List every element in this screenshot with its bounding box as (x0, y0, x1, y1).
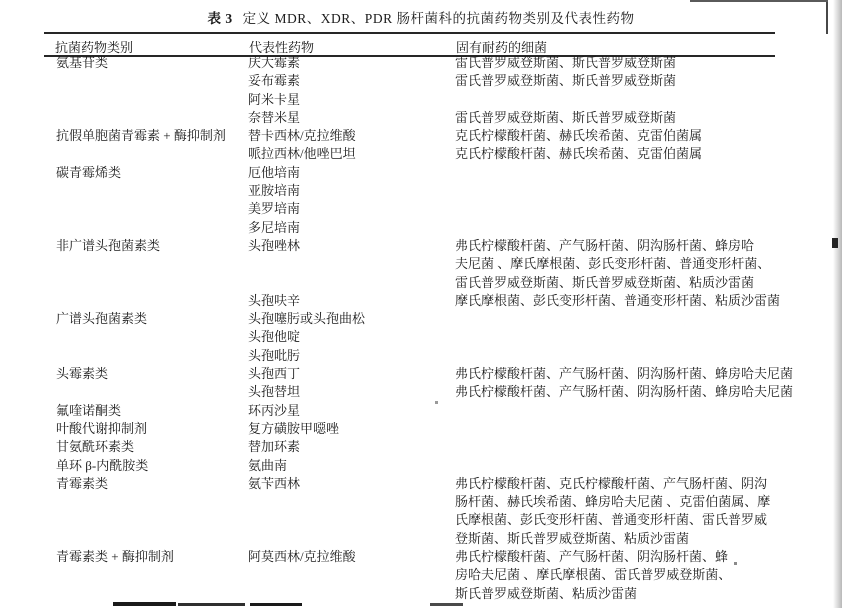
category-cell (56, 200, 248, 218)
bacteria-line: 摩氏摩根菌、彭氏变形杆菌、普通变形杆菌、粘质沙雷菌 (455, 292, 781, 308)
scan-artifact-vertical-line (826, 0, 828, 34)
bacteria-cell (455, 145, 805, 163)
bacteria-line: 弗氏柠檬酸杆菌、克氏柠檬酸杆菌、产气肠杆菌、阴沟 (455, 475, 768, 491)
bacteria-line: 弗氏柠檬酸杆菌、产气肠杆菌、阴沟肠杆菌、蜂房哈夫尼菌 (455, 384, 794, 400)
antibiotic-class-row (56, 420, 836, 438)
scan-artifact-cutoff-bar (430, 603, 463, 606)
scan-edge-shadow (833, 0, 842, 608)
antibiotic-class-row (56, 457, 836, 475)
bacteria-line: 雷氏普罗威登斯菌、斯氏普罗威登斯菌、粘质沙雷菌 (455, 274, 755, 290)
drug-name-cell: 环丙沙星 (248, 402, 301, 418)
category-cell: 氨基苷类 (56, 55, 109, 70)
antibiotic-class-row (56, 438, 836, 456)
drug-row (56, 548, 836, 603)
table-body (56, 54, 836, 603)
drug-name-cell: 奈替米星 (248, 109, 301, 125)
table-title (0, 7, 842, 27)
scan-artifact-top-line (690, 0, 828, 2)
bacteria-line: 斯氏普罗威登斯菌、粘质沙雷菌 (455, 585, 638, 601)
category-cell (56, 145, 248, 163)
bacteria-cell (455, 548, 805, 603)
table-number-label: 表 3 (207, 11, 233, 26)
scan-speck (734, 562, 737, 565)
bacteria-line: 肠杆菌、赫氏埃希菌、蜂房哈夫尼菌 、克雷伯菌属、摩 (455, 494, 771, 510)
drug-row (56, 402, 836, 420)
drug-name-cell: 替加环素 (248, 439, 301, 455)
drug-name-cell: 美罗培南 (248, 201, 301, 217)
bacteria-line: 雷氏普罗威登斯菌、斯氏普罗威登斯菌 (455, 109, 677, 125)
category-cell (56, 219, 248, 237)
bacteria-cell (455, 237, 805, 292)
category-cell: 氟喹诺酮类 (56, 402, 122, 418)
bacteria-line: 雷氏普罗威登斯菌、斯氏普罗威登斯菌 (455, 73, 677, 89)
category-cell: 叶酸代谢抑制剂 (56, 420, 148, 436)
category-cell (56, 72, 248, 90)
drug-name-cell: 厄他培南 (248, 164, 301, 180)
category-cell (56, 383, 248, 401)
category-cell: 青霉素类 (56, 475, 109, 491)
bacteria-cell (455, 54, 805, 72)
antibiotic-class-row (56, 164, 836, 237)
bacteria-cell (455, 109, 805, 127)
bacteria-line: 氏摩根菌、彭氏变形杆菌、普通变形杆菌、雷氏普罗威 (455, 512, 768, 528)
category-cell: 单环 β-内酰胺类 (56, 457, 149, 473)
drug-row (56, 219, 836, 237)
antibiotic-class-row (56, 237, 836, 310)
category-cell (56, 182, 248, 200)
drug-name-cell: 复方磺胺甲噁唑 (248, 420, 340, 436)
category-cell (56, 91, 248, 109)
drug-name-cell: 头孢吡肟 (248, 347, 301, 363)
antibiotic-class-row (56, 365, 836, 402)
drug-name-cell: 哌拉西林/他唑巴坦 (248, 146, 356, 162)
drug-row (56, 164, 836, 182)
drug-row (56, 383, 836, 401)
category-cell: 非广谱头孢菌素类 (56, 237, 161, 253)
bacteria-line: 克氏柠檬酸杆菌、赫氏埃希菌、克雷伯菌属 (455, 128, 703, 144)
scan-speck (435, 401, 438, 404)
bacteria-line: 弗氏柠檬酸杆菌、产气肠杆菌、阴沟肠杆菌、蜂房哈 (455, 237, 755, 253)
drug-row (56, 54, 836, 72)
drug-name-cell: 头孢呋辛 (248, 292, 301, 308)
drug-row (56, 237, 836, 292)
drug-name-cell: 多尼培南 (248, 219, 301, 235)
drug-name-cell: 亚胺培南 (248, 183, 301, 199)
bacteria-cell (455, 475, 805, 548)
category-cell (56, 109, 248, 127)
scan-artifact-cutoff-bar (113, 602, 176, 606)
bacteria-line: 登斯菌、斯氏普罗威登斯菌、粘质沙雷菌 (455, 530, 690, 546)
drug-name-cell: 阿莫西林/克拉维酸 (248, 549, 356, 565)
drug-name-cell: 头孢他啶 (248, 329, 301, 345)
drug-row (56, 145, 836, 163)
category-cell (56, 328, 248, 346)
antibiotic-class-row (56, 127, 836, 164)
drug-name-cell: 头孢噻肟或头孢曲松 (248, 311, 366, 327)
drug-row (56, 420, 836, 438)
scan-artifact-tick (832, 238, 838, 248)
category-cell (56, 347, 248, 365)
antibiotic-class-row (56, 475, 836, 548)
drug-name-cell: 庆大霉素 (248, 55, 301, 70)
drug-name-cell: 头孢唑林 (248, 237, 301, 253)
category-cell: 抗假单胞菌青霉素 + 酶抑制剂 (56, 128, 226, 144)
drug-row (56, 182, 836, 200)
drug-name-cell: 氨曲南 (248, 457, 288, 473)
bacteria-line: 弗氏柠檬酸杆菌、产气肠杆菌、阴沟肠杆菌、蜂 (455, 549, 729, 565)
drug-name-cell: 头孢西丁 (248, 366, 301, 382)
bacteria-cell (455, 365, 805, 383)
drug-row (56, 200, 836, 218)
drug-name-cell: 替卡西林/克拉维酸 (248, 128, 356, 144)
column-header-category: 抗菌药物类别 (55, 40, 134, 55)
drug-name-cell: 头孢替坦 (248, 384, 301, 400)
drug-row (56, 328, 836, 346)
drug-row (56, 365, 836, 383)
bacteria-line: 雷氏普罗威登斯菌、斯氏普罗威登斯菌 (455, 55, 677, 70)
bacteria-cell (455, 127, 805, 145)
bacteria-cell (455, 292, 805, 310)
drug-row (56, 109, 836, 127)
antibiotic-class-row (56, 548, 836, 603)
column-header-bacteria: 固有耐药的细菌 (456, 40, 548, 55)
drug-row (56, 457, 836, 475)
antibiotic-class-row (56, 402, 836, 420)
bacteria-cell (455, 383, 805, 401)
drug-row (56, 310, 836, 328)
category-cell: 甘氨酰环素类 (56, 439, 135, 455)
drug-row (56, 475, 836, 548)
drug-row (56, 127, 836, 145)
category-cell: 碳青霉烯类 (56, 164, 122, 180)
bacteria-line: 房哈夫尼菌 、摩氏摩根菌、雷氏普罗威登斯菌、 (455, 567, 732, 583)
antibiotic-class-row (56, 310, 836, 365)
drug-name-cell: 氨苄西林 (248, 475, 301, 491)
antibiotic-class-row (56, 54, 836, 127)
bacteria-cell (455, 72, 805, 90)
column-header-drug: 代表性药物 (249, 40, 315, 55)
drug-row (56, 91, 836, 109)
drug-row (56, 347, 836, 365)
category-cell (56, 292, 248, 310)
table-title-text: 定义 MDR、XDR、PDR 肠杆菌科的抗菌药物类别及代表性药物 (242, 11, 635, 26)
drug-row (56, 292, 836, 310)
scan-artifact-cutoff-bar (250, 603, 302, 606)
category-cell: 广谱头孢菌素类 (56, 311, 148, 327)
scan-artifact-cutoff-bar (178, 603, 245, 606)
drug-row (56, 72, 836, 90)
drug-row (56, 438, 836, 456)
bacteria-line: 克氏柠檬酸杆菌、赫氏埃希菌、克雷伯菌属 (455, 146, 703, 162)
table-top-rule (44, 32, 775, 34)
category-cell: 头霉素类 (56, 366, 109, 382)
drug-name-cell: 阿米卡星 (248, 91, 301, 107)
drug-name-cell: 妥布霉素 (248, 73, 301, 89)
category-cell: 青霉素类 + 酶抑制剂 (56, 549, 174, 565)
bacteria-line: 弗氏柠檬酸杆菌、产气肠杆菌、阴沟肠杆菌、蜂房哈夫尼菌 (455, 366, 794, 382)
bacteria-line: 夫尼菌 、摩氏摩根菌、彭氏变形杆菌、普通变形杆菌、 (455, 256, 771, 272)
